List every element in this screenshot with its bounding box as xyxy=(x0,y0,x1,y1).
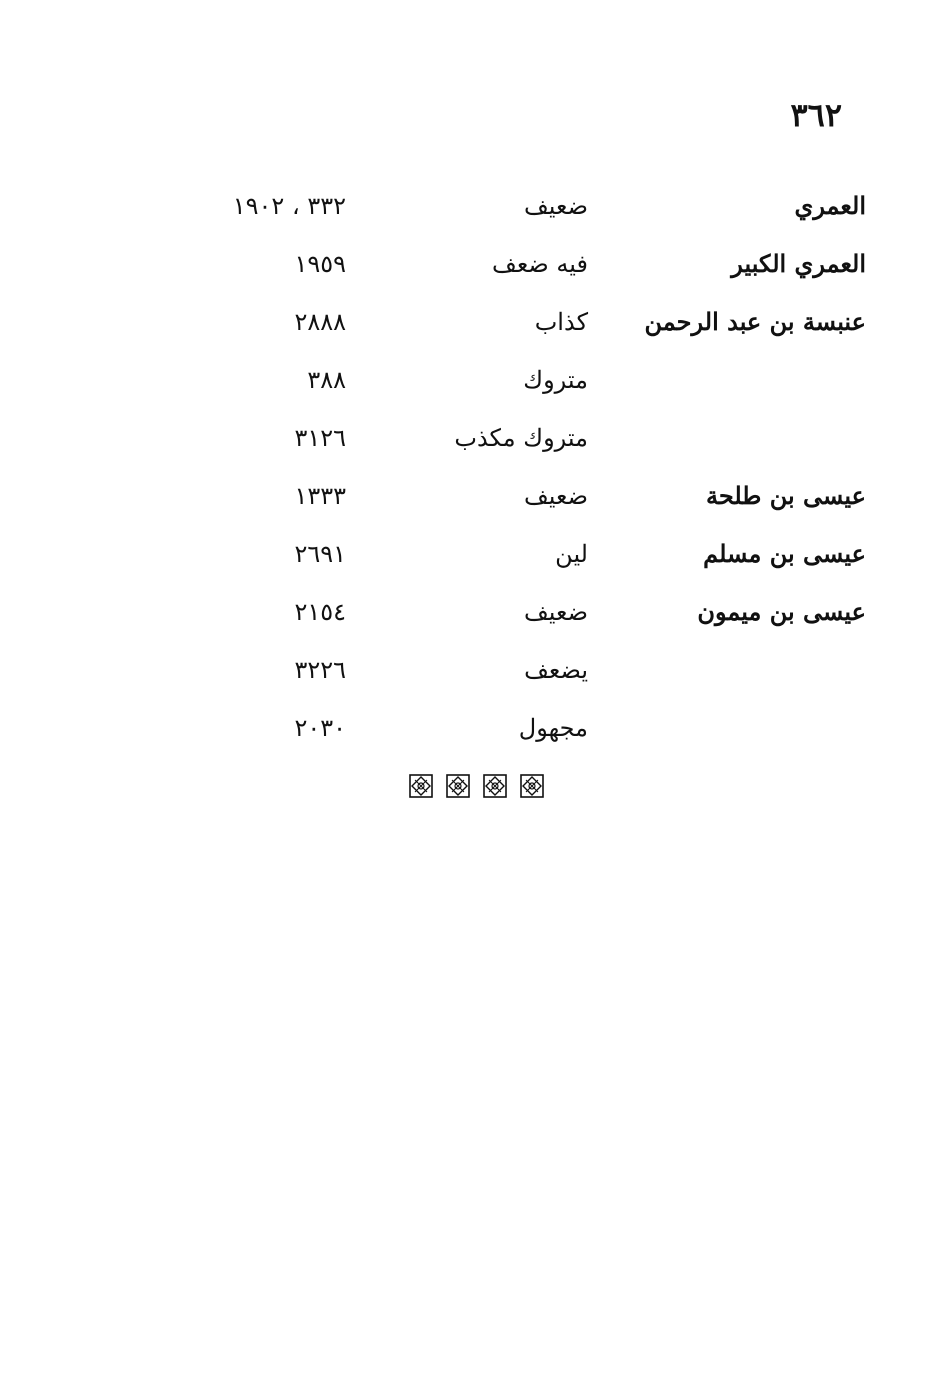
narrator-grade: يضعف xyxy=(524,656,588,684)
hadith-refs: ١٣٣٣ xyxy=(294,482,346,510)
narrator-name: العمري xyxy=(794,191,866,220)
narrator-grade: ضعيف xyxy=(523,598,588,626)
page-number: ٣٦٢ xyxy=(790,96,842,134)
list-item xyxy=(0,244,952,302)
hadith-refs: ١٩٥٩ xyxy=(294,250,346,278)
hadith-refs: ٢٠٣٠ xyxy=(294,714,346,742)
narrator-name: عيسى بن طلحة xyxy=(705,481,866,510)
list-item xyxy=(0,302,952,360)
narrator-name: عيسى بن مسلم xyxy=(703,539,866,568)
list-item xyxy=(0,650,952,708)
hadith-refs: ٢٦٩١ xyxy=(294,540,346,568)
list-item xyxy=(0,592,952,650)
ornament-icon xyxy=(483,774,507,798)
list-item xyxy=(0,708,952,766)
narrator-grade: كذاب xyxy=(534,308,588,336)
list-item xyxy=(0,360,952,418)
narrator-grade: متروك مكذب xyxy=(454,424,588,452)
narrator-grade: ضعيف xyxy=(523,482,588,510)
list-item xyxy=(0,186,952,244)
narrator-grade: مجهول xyxy=(518,714,588,742)
hadith-refs: ٣٨٨ xyxy=(307,366,346,394)
ornament-icon xyxy=(446,774,470,798)
list-item xyxy=(0,534,952,592)
hadith-refs: ٢٨٨٨ xyxy=(294,308,346,336)
narrator-name: عنبسة بن عبد الرحمن xyxy=(644,307,866,336)
hadith-refs: ٣٣٢ ، ١٩٠٢ xyxy=(232,192,346,220)
section-end-ornaments xyxy=(409,774,544,798)
narrator-grade: متروك xyxy=(523,366,588,394)
entries-list xyxy=(0,186,952,766)
hadith-refs: ٣٢٢٦ xyxy=(294,656,346,684)
ornament-icon xyxy=(409,774,433,798)
hadith-refs: ٢١٥٤ xyxy=(294,598,346,626)
narrator-name: العمري الكبير xyxy=(731,249,866,278)
list-item xyxy=(0,476,952,534)
narrator-grade: ضعيف xyxy=(523,192,588,220)
narrator-name: عيسى بن ميمون xyxy=(697,597,866,626)
hadith-refs: ٣١٢٦ xyxy=(294,424,346,452)
ornament-icon xyxy=(520,774,544,798)
list-item xyxy=(0,418,952,476)
narrator-grade: لين xyxy=(555,540,588,568)
narrator-grade: فيه ضعف xyxy=(491,250,588,278)
